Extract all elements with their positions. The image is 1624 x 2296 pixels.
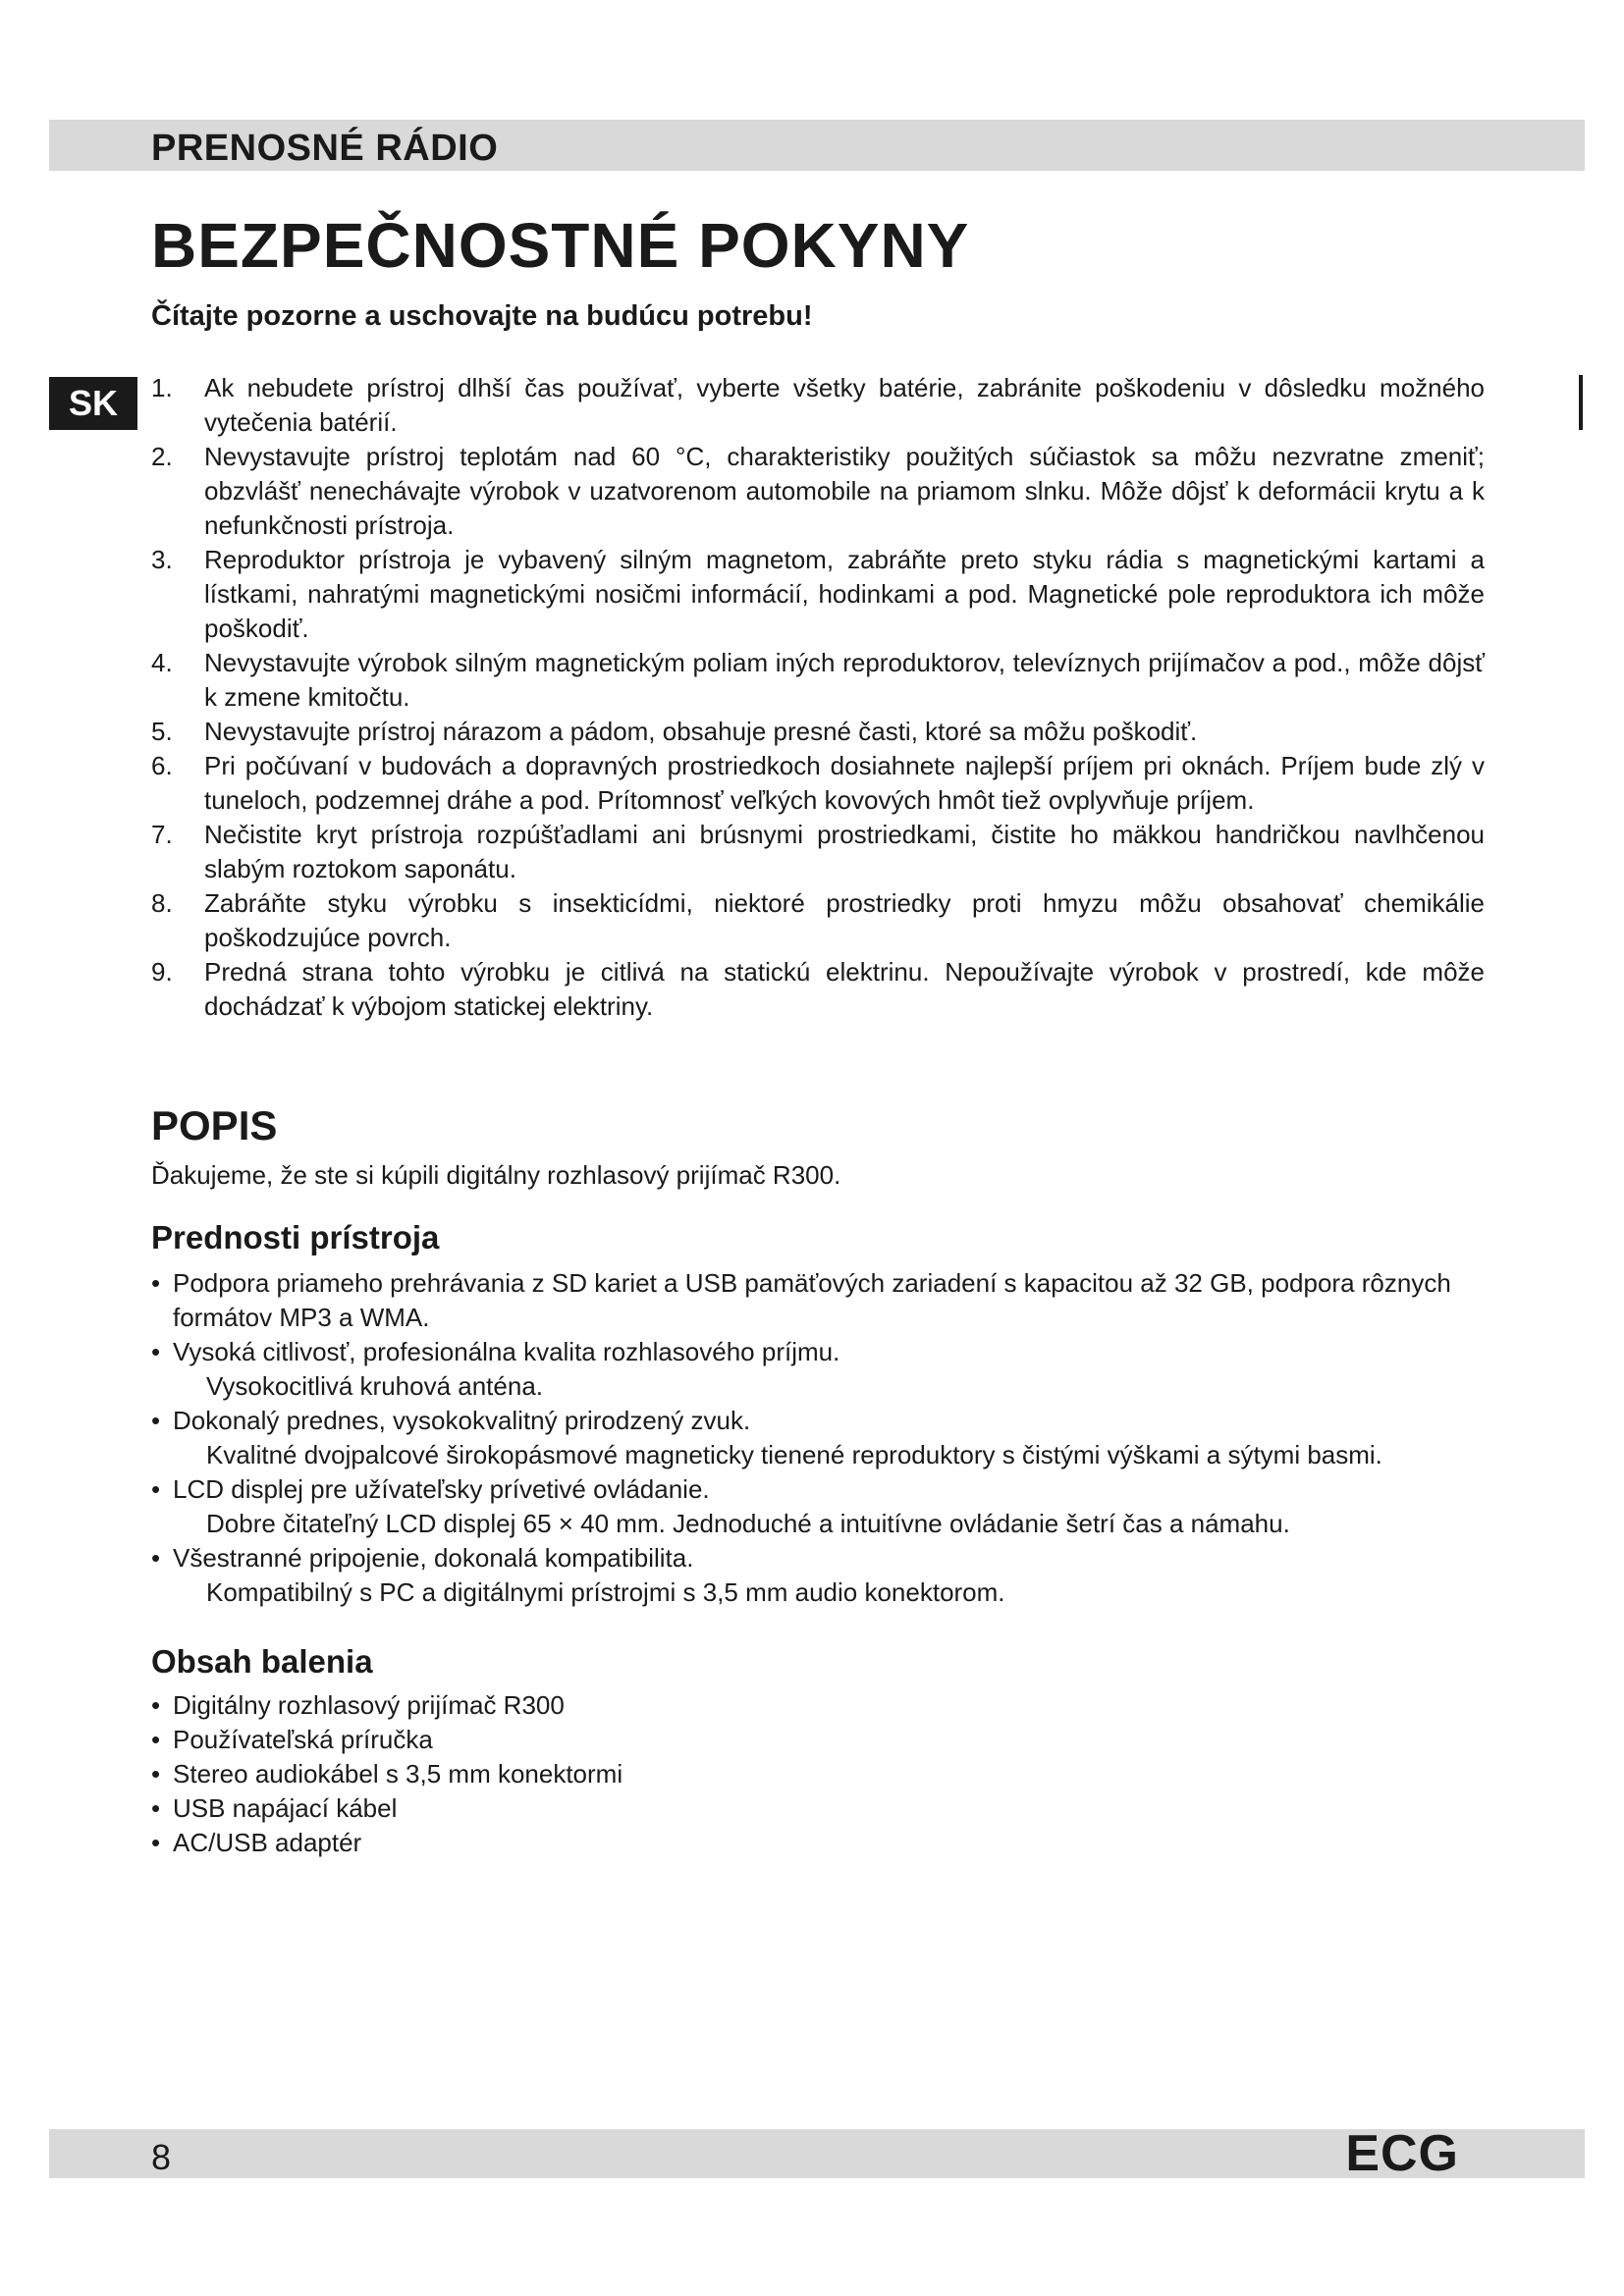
safety-item: [151, 646, 1485, 715]
feature-text: Vysoká citlivosť, profesionálna kvalita rozhlasového príjmu.: [173, 1337, 840, 1366]
safety-item: [151, 749, 1485, 818]
safety-item-text: Zabráňte styku výrobku s insekticídmi, niektoré prostriedky proti hmyzu môžu obsahovať chemikálie poškodzujúce povrch.: [204, 888, 1485, 952]
description-heading: POPIS: [151, 1102, 278, 1148]
bullet: •: [151, 1268, 161, 1298]
feature-subtext: Kvalitné dvojpalcové širokopásmové magneticky tienené reproduktory s čistými výškami a sýtymi basmi.: [206, 1440, 1382, 1469]
safety-list: [151, 371, 1485, 1024]
package-list: [151, 1688, 623, 1860]
margin-marker: [1579, 375, 1583, 430]
language-tab: SK: [49, 377, 137, 430]
feature-subtext: Vysokocitlivá kruhová anténa.: [206, 1371, 544, 1401]
safety-item-text: Nečistite kryt prístroja rozpúšťadlami ani brúsnymi prostriedkami, čistite ho mäkkou handričkou navlhčenou slabým roztokom saponátu.: [204, 820, 1485, 883]
safety-item-number: 3.: [151, 545, 173, 574]
feature-item: [151, 1335, 1487, 1404]
feature-text: Podpora priameho prehrávania z SD kariet a USB pamäťových zariadení s kapacitou až 32 GB, podpora rôznych formátov MP3 a WMA.: [173, 1268, 1451, 1332]
feature-item: [151, 1404, 1487, 1472]
bullet: •: [151, 1474, 161, 1504]
package-item: [151, 1791, 623, 1826]
features-list: [151, 1266, 1487, 1610]
safety-item-number: 6.: [151, 751, 173, 780]
bullet: •: [151, 1828, 161, 1857]
safety-item: [151, 440, 1485, 543]
bullet: •: [151, 1793, 161, 1823]
bullet: •: [151, 1406, 161, 1435]
feature-subtext: Dobre čitateľný LCD displej 65 × 40 mm. Jednoduché a intuitívne ovládanie šetrí čas a námahu.: [206, 1509, 1290, 1538]
package-item-text: Používateľská príručka: [173, 1725, 433, 1754]
safety-item-text: Nevystavujte prístroj teplotám nad 60 °C, charakteristiky použitých súčiastok sa môžu nezvratne zmeniť; obzvlášť nenechávajte výrobok v uzatvorenom automobile na priamom slnku. Môže dôjsť k deformácii krytu a k nefunkčnosti prístroja.: [204, 442, 1485, 540]
footer-bar: [49, 2125, 1585, 2182]
page-number: 8: [151, 2137, 172, 2177]
safety-item: [151, 715, 1485, 749]
bullet: •: [151, 1725, 161, 1754]
package-item: [151, 1757, 623, 1791]
package-item-text: USB napájací kábel: [173, 1793, 398, 1823]
page-title: BEZPEČNOSTNÉ POKYNY: [151, 210, 970, 281]
header-title: PRENOSNÉ RÁDIO: [151, 128, 499, 169]
package-item-text: Digitálny rozhlasový prijímač R300: [173, 1690, 565, 1720]
safety-item: [151, 955, 1485, 1024]
feature-text: Dokonalý prednes, vysokokvalitný prirodzený zvuk.: [173, 1406, 751, 1435]
safety-item-text: Nevystavujte prístroj nárazom a pádom, obsahuje presné časti, ktoré sa môžu poškodiť.: [204, 717, 1198, 746]
features-heading: Prednosti prístroja: [151, 1219, 440, 1255]
safety-item: [151, 818, 1485, 886]
safety-item-text: Nevystavujte výrobok silným magnetickým poliam iných reproduktorov, televíznych prijímačov a pod., môže dôjsť k zmene kmitočtu.: [204, 648, 1485, 712]
safety-item-number: 2.: [151, 442, 173, 471]
safety-item-number: 7.: [151, 820, 173, 849]
safety-item-number: 5.: [151, 717, 173, 746]
safety-item: [151, 371, 1485, 440]
feature-item: [151, 1266, 1487, 1335]
safety-item-text: Ak nebudete prístroj dlhší čas používať, vyberte všetky batérie, zabránite poškodeniu v dôsledku možného vytečenia batérií.: [204, 373, 1485, 437]
safety-item-number: 8.: [151, 888, 173, 918]
package-item: [151, 1826, 623, 1860]
bullet: •: [151, 1337, 161, 1366]
safety-item-number: 4.: [151, 648, 173, 677]
safety-item: [151, 886, 1485, 955]
description-intro: Ďakujeme, že ste si kúpili digitálny rozhlasový prijímač R300.: [151, 1160, 841, 1190]
package-item-text: AC/USB adaptér: [173, 1828, 362, 1857]
package-heading: Obsah balenia: [151, 1643, 373, 1680]
safety-item-text: Pri počúvaní v budovách a dopravných prostriedkoch dosiahnete najlepší príjem pri oknách. Príjem bude zlý v tuneloch, podzemnej dráhe a pod. Prítomnosť veľkých kovových hmôt tiež ovplyvňuje príjem.: [204, 751, 1485, 815]
safety-item-text: Predná strana tohto výrobku je citlivá na statickú elektrinu. Nepoužívajte výrobok v prostredí, kde môže dochádzať k výbojom statickej elektriny.: [204, 957, 1485, 1021]
feature-text: LCD displej pre užívateľsky prívetivé ovládanie.: [173, 1474, 710, 1504]
safety-item-number: 9.: [151, 957, 173, 987]
safety-item-text: Reproduktor prístroja je vybavený silným magnetom, zabráňte preto styku rádia s magnetickými kartami a lístkami, nahratými magnetickými nosičmi informácií, hodinkami a pod. Magnetické pole reproduktora ich môže poškodiť.: [204, 545, 1485, 643]
bullet: •: [151, 1759, 161, 1789]
package-item-text: Stereo audiokábel s 3,5 mm konektormi: [173, 1759, 623, 1789]
brand-logo: ECG: [1345, 2125, 1459, 2182]
bullet: •: [151, 1543, 161, 1573]
feature-item: [151, 1472, 1487, 1541]
page-subtitle: Čítajte pozorne a uschovajte na budúcu potrebu!: [151, 300, 813, 332]
package-item: [151, 1723, 623, 1757]
safety-item: [151, 543, 1485, 646]
feature-subtext: Kompatibilný s PC a digitálnymi prístrojmi s 3,5 mm audio konektorom.: [206, 1577, 1005, 1607]
package-item: [151, 1688, 623, 1723]
feature-text: Všestranné pripojenie, dokonalá kompatibilita.: [173, 1543, 694, 1573]
header-bar: [49, 120, 1585, 171]
feature-item: [151, 1541, 1487, 1610]
safety-item-number: 1.: [151, 373, 173, 402]
bullet: •: [151, 1690, 161, 1720]
